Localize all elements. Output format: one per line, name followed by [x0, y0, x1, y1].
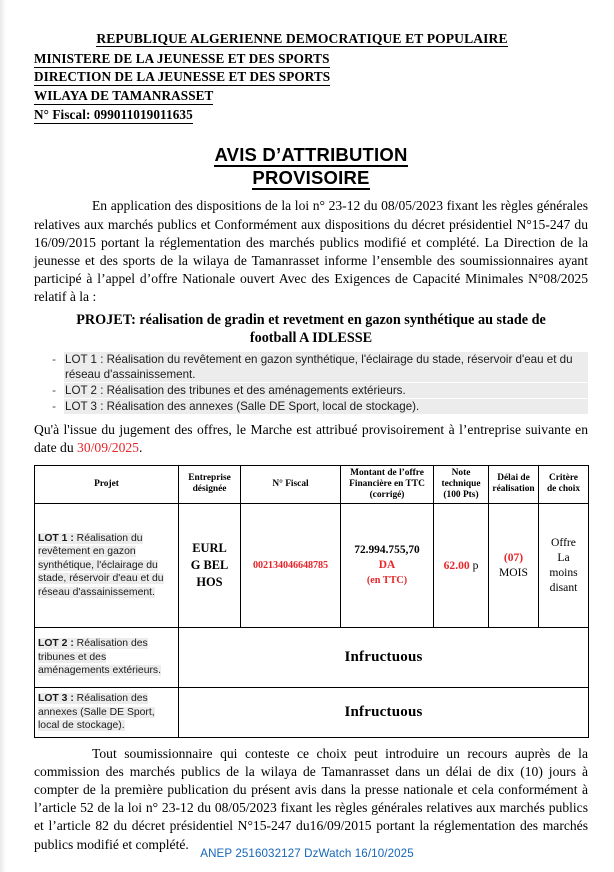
list-item [34, 352, 588, 382]
table-header-row-group [35, 465, 589, 503]
column-header-montant [341, 465, 434, 503]
column-header-montant-l2: Financière en TTC [349, 478, 425, 489]
table-row [35, 503, 589, 627]
cell-lot1-note-value: 62.00 [443, 558, 470, 572]
cell-lot1-critere-l2: La [557, 551, 570, 565]
cell-lot2-desc: Réalisation des tribunes et des aménagements extérieurs. [38, 638, 162, 677]
letterhead-wilaya-text: WILAYA DE TAMANRASSET [34, 88, 214, 104]
document-title-line2: PROVISOIRE [252, 168, 369, 190]
dash-bullet-icon: - [52, 352, 56, 366]
attribution-results-table [34, 465, 589, 738]
column-header-projet: Projet [35, 465, 179, 503]
column-header-note-l2: technique [441, 478, 481, 489]
letterhead-ministry-line [34, 50, 588, 69]
cell-lot1-entreprise [179, 503, 241, 627]
column-header-note-l1: Note [451, 467, 471, 478]
column-header-entreprise [179, 465, 241, 503]
award-note-paragraph [34, 421, 588, 457]
cell-lot3-desc: Réalisation des annexes (Salle DE Sport, local de stockage). [38, 693, 155, 732]
column-header-critere-l1: Critère [549, 473, 578, 484]
cell-lot1-montant [341, 503, 434, 627]
cell-lot1-delai-value: (07) [503, 551, 524, 564]
lot-item-text: LOT 2 : Réalisation des tribunes et des aménagements extérieurs. [64, 383, 588, 398]
cell-lot1-critere-l3: moins [549, 566, 578, 580]
award-note-prefix: Qu'à l'issue du jugement des offres, le Marche est attribué provisoirement à l’entreprise suivante en date du [34, 422, 588, 456]
letterhead-wilaya-line [34, 87, 588, 106]
award-note-date: 30/09/2025 [77, 440, 139, 456]
lot-item-text: LOT 3 : Réalisation des annexes (Salle DE Sport, local de stockage). [64, 399, 588, 414]
column-header-entreprise-l1: Entreprise [188, 473, 231, 484]
cell-lot1-critere-l4: disant [549, 581, 578, 595]
column-header-note-l3: (100 Pts) [443, 489, 479, 500]
letterhead-fiscal-line [34, 106, 588, 125]
cell-lot2-description [35, 627, 179, 687]
cell-lot2-label: LOT 2 : [38, 638, 74, 650]
cell-lot3-label: LOT 3 : [38, 693, 74, 705]
cell-lot1-entreprise-l1: EURL [192, 540, 227, 555]
letterhead [34, 30, 588, 125]
dash-bullet-icon: - [52, 384, 56, 398]
table-header-row [35, 465, 589, 503]
cell-lot1-desc: Réalisation du revêtement en gazon synthétique, l'éclairage du stade, réservoir d'eau et du réseau d'assainissement. [38, 532, 164, 598]
cell-lot1-montant-amount: 72.994.755,70 [354, 544, 420, 557]
cell-lot2-result: Infructuous [179, 627, 589, 687]
cell-lot1-delai [489, 503, 539, 627]
letterhead-country-text: REPUBLIQUE ALGERIENNE DEMOCRATIQUE ET POPULAIRE [96, 31, 508, 46]
letterhead-direction-line [34, 68, 588, 87]
cell-lot1-montant-currency: DA [378, 558, 396, 571]
column-header-delai-l2: réalisation [492, 484, 535, 495]
document-title [34, 144, 588, 191]
cell-lot1-entreprise-l3: HOS [196, 574, 223, 589]
cell-lot1-critere [539, 503, 589, 627]
cell-lot1-delai-unit: MOIS [499, 566, 528, 580]
table-row [35, 687, 589, 737]
document-title-line2-wrap [34, 167, 588, 190]
table-row [35, 627, 589, 687]
list-item [34, 399, 588, 414]
column-header-montant-l3: (corrigé) [369, 489, 405, 500]
project-heading: PROJET: réalisation de gradin et revetment en gazon synthétique au stade de football A IDLESSE [76, 312, 546, 347]
letterhead-country-line [34, 30, 588, 49]
column-header-delai-l1: Délai de [497, 473, 530, 484]
cell-lot1-critere-l1: Offre [551, 536, 576, 550]
list-item [34, 383, 588, 398]
cell-lot3-description [35, 687, 179, 737]
column-header-montant-l1: Montant de l’offre [350, 467, 424, 478]
document-title-line1: AVIS D’ATTRIBUTION [214, 145, 407, 167]
cell-lot1-description [35, 503, 179, 627]
cell-lot1-label: LOT 1 : [38, 532, 74, 544]
cell-lot1-fiscal: 002134046648785 [241, 503, 341, 627]
document-title-line1-wrap [34, 144, 588, 167]
column-header-delai [489, 465, 539, 503]
intro-paragraph: En application des dispositions de la loi n° 23-12 du 08/05/2023 fixant les règles générales relatives aux marchés publics et Conformément aux dispositions du décret présidentiel N°15-247 du 16/09/2015 portant la réglementation des marchés publics modifié et complété. La Direction de la jeunesse et des sports de la wilaya de Tamanrasset informe l’ensemble des soumissionnaires ayant participé à l’appel d’offre Nationale ouvert Avec des Exigences de Capacité Minimales N°08/2025 relatif à la : [34, 198, 588, 305]
cell-lot3-result: Infructuous [179, 687, 589, 737]
column-header-critere-l2: de choix [546, 484, 581, 495]
cell-lot1-montant-note: (en TTC) [366, 574, 408, 586]
column-header-fiscal: N° Fiscal [241, 465, 341, 503]
closing-paragraph: Tout soumissionnaire qui conteste ce choix peut introduire un recours auprès de la commission des marchés publics de la wilaya de Tamanrasset dans un délai de dix (10) jours à compter de la première publication du présent avis dans la presse nationale et cela conformément à l’article 52 de la loi n° 23-12 du 08/05/2023 fixant les règles générales relatives aux marchés publics et l’article 82 du décret présidentiel N°15-247 du16/09/2015 portant la réglementation des marchés publics modifié et complété. [34, 745, 588, 852]
lot-item-text: LOT 1 : Réalisation du revêtement en gazon synthétique, l'éclairage du stade, réservoir d'eau et du réseau d'assainissement. [64, 352, 588, 382]
award-note-suffix: . [138, 440, 143, 456]
cell-lot1-note-unit-text: p [472, 558, 479, 572]
dash-bullet-icon: - [52, 400, 56, 414]
lot-list [34, 352, 588, 414]
column-header-entreprise-l2: désignée [192, 484, 227, 495]
table-body [35, 503, 589, 737]
letterhead-ministry-text: MINISTERE DE LA JEUNESSE ET DES SPORTS [34, 50, 330, 66]
letterhead-direction-text: DIRECTION DE LA JEUNESSE ET DES SPORTS [34, 69, 331, 85]
column-header-note [434, 465, 489, 503]
anep-footer: ANEP 2516032127 DzWatch 16/10/2025 [200, 847, 414, 860]
letterhead-fiscal-text: N° Fiscal: 099011019011635 [34, 106, 193, 122]
cell-lot1-note [434, 503, 489, 627]
column-header-critere [539, 465, 589, 503]
cell-lot1-entreprise-l2: G BEL [190, 557, 229, 572]
